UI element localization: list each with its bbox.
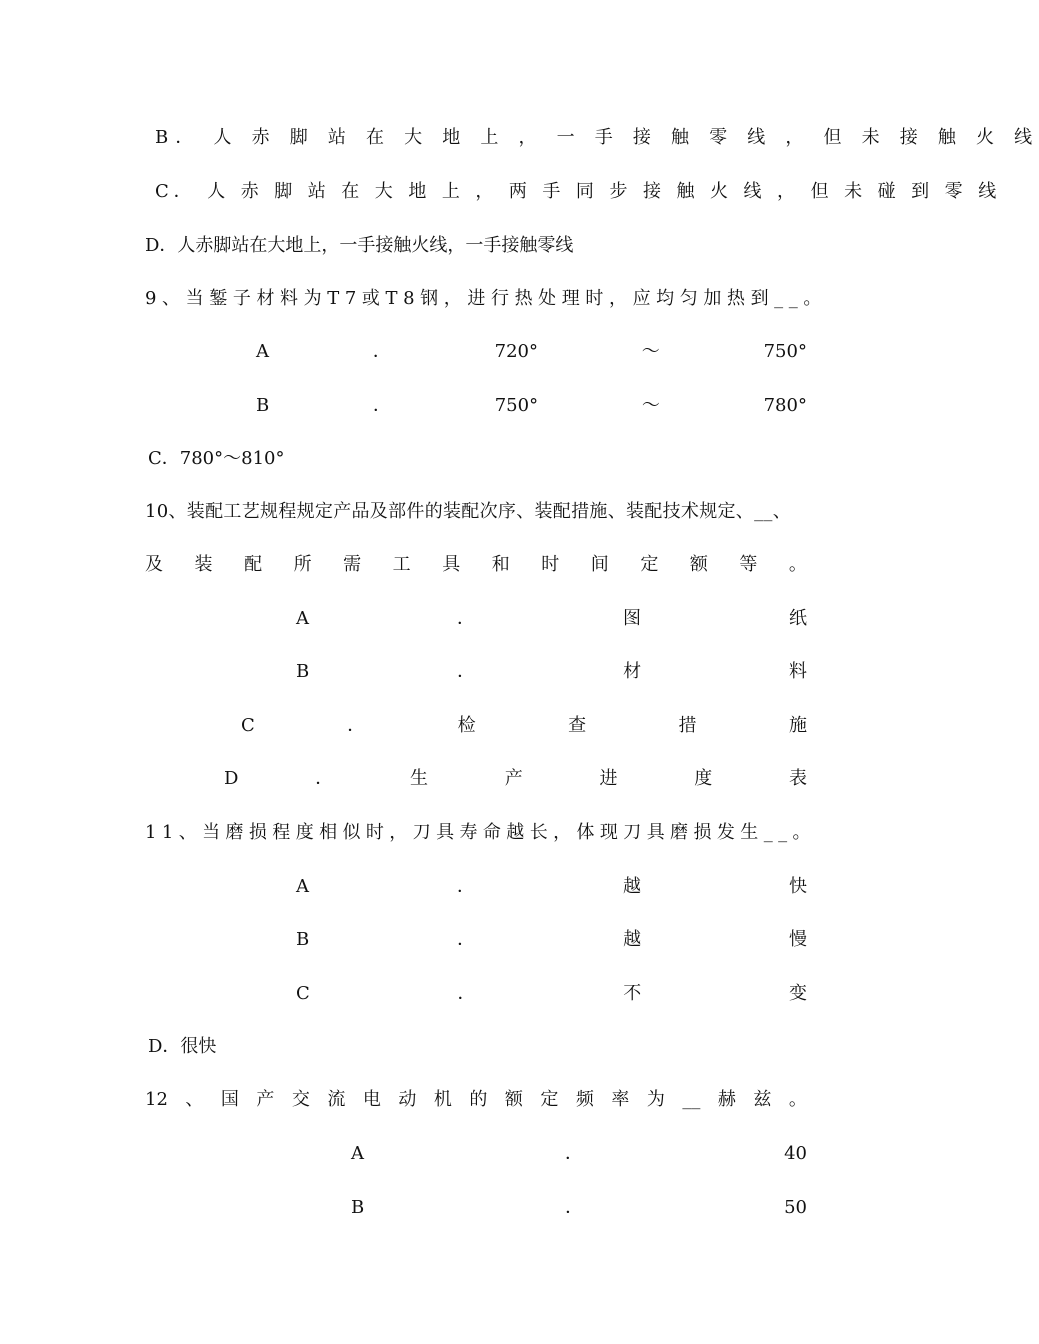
option-char: 表	[788, 768, 807, 789]
text-char: 产	[256, 1089, 275, 1110]
text-char: 配	[244, 554, 263, 575]
option-char: 越	[623, 876, 641, 897]
text-segment: C．780°～810°	[148, 448, 285, 469]
text-char: 具	[442, 554, 461, 575]
option-char: 纸	[789, 608, 807, 629]
text-char: 定	[640, 554, 659, 575]
option-char: 检	[457, 715, 476, 736]
text-char: 频	[575, 1089, 594, 1110]
option-value: 780°	[763, 395, 807, 416]
option-dot: ．	[457, 608, 475, 629]
text-char: 间	[590, 554, 609, 575]
option-value: 750°	[763, 341, 807, 362]
q11-option-b	[296, 925, 807, 955]
option-char: 快	[789, 876, 807, 897]
text-segment: D．人赤脚站在大地上，一手接触火线，一手接触零线	[145, 235, 574, 256]
text-char: 动	[398, 1089, 417, 1110]
q11-option-d	[148, 1032, 810, 1062]
option-dot: ．	[347, 715, 366, 736]
option-dot: ．	[457, 661, 476, 682]
option-value: ～	[641, 341, 660, 362]
option-value: ～	[641, 395, 660, 416]
option-dot: ．	[565, 1143, 584, 1164]
option-letter: B	[256, 395, 270, 416]
option-letter: A	[256, 341, 269, 362]
option-value: 720°	[494, 341, 538, 362]
text-char: 工	[392, 554, 411, 575]
q10-stem-line-2	[145, 550, 807, 580]
option-char: 不	[623, 983, 642, 1004]
option-char: 措	[678, 715, 697, 736]
text-char: 装	[194, 554, 213, 575]
option-value: 50	[784, 1197, 807, 1218]
text-char: 和	[491, 554, 510, 575]
option-char: 变	[788, 983, 807, 1004]
q12-option-a	[351, 1139, 807, 1169]
option-letter: C	[241, 715, 255, 736]
q10-stem-line-1	[145, 497, 807, 527]
q10-option-d	[224, 764, 807, 794]
q9-option-a	[256, 337, 807, 367]
option-value: 750°	[494, 395, 539, 416]
q11-stem	[145, 818, 816, 848]
option-dot: ．	[457, 929, 476, 950]
option-dot: ．	[565, 1197, 584, 1218]
answer-blank: __	[682, 1089, 701, 1110]
option-dot: ．	[372, 395, 391, 416]
option-letter: D	[224, 768, 239, 789]
q10-option-b	[296, 657, 807, 687]
option-char: 慢	[789, 929, 807, 950]
q11-option-c	[296, 979, 807, 1009]
option-char: 查	[568, 715, 587, 736]
q9-option-c	[148, 444, 810, 474]
q10-option-c	[241, 711, 807, 741]
option-letter: A	[296, 608, 309, 629]
text-char: 。	[788, 1089, 807, 1110]
option-char: 进	[599, 768, 618, 789]
text-char: 需	[343, 554, 362, 575]
text-char: 。	[788, 554, 807, 575]
q8-option-b	[155, 123, 1039, 153]
text-char: 等	[739, 554, 758, 575]
text-char: 定	[540, 1089, 559, 1110]
q9-option-b	[256, 391, 807, 421]
option-char: 越	[623, 929, 642, 950]
option-dot: ．	[315, 768, 334, 789]
text-char: 赫	[717, 1089, 736, 1110]
option-char: 生	[409, 768, 428, 789]
q12-stem	[145, 1085, 807, 1115]
option-value: 40	[784, 1143, 807, 1164]
q9-stem	[145, 284, 827, 314]
option-char: 材	[623, 661, 642, 682]
q8-option-c	[155, 177, 1002, 207]
text-char: 额	[689, 554, 708, 575]
text-segment: D．很快	[148, 1036, 217, 1057]
text-char: 交	[291, 1089, 310, 1110]
option-letter: C	[296, 983, 310, 1004]
option-letter: A	[351, 1143, 364, 1164]
text-char: 电	[362, 1089, 381, 1110]
text-segment: B． 人 赤 脚 站 在 大 地 上 ， 一 手 接 触 零 线 ， 但 未 接 触 火 线	[155, 127, 1039, 148]
text-segment: 10、装配工艺规程规定产品及部件的装配次序、装配措施、装配技术规定、__、	[145, 501, 792, 522]
text-char: 、	[185, 1089, 204, 1110]
option-char: 料	[789, 661, 807, 682]
text-char: 所	[293, 554, 312, 575]
option-char: 度	[694, 768, 713, 789]
text-char: 兹	[753, 1089, 772, 1110]
option-letter: A	[296, 876, 309, 897]
q11-option-a	[296, 872, 807, 902]
option-char: 产	[504, 768, 523, 789]
text-char: 的	[469, 1089, 488, 1110]
option-char: 施	[788, 715, 807, 736]
option-dot: ．	[457, 876, 475, 897]
text-char: 流	[327, 1089, 346, 1110]
q8-option-d	[145, 231, 807, 261]
option-letter: B	[351, 1197, 365, 1218]
option-letter: B	[296, 929, 310, 950]
text-char: 及	[145, 554, 163, 575]
text-segment: C． 人 赤 脚 站 在 大 地 上 ， 两 手 同 步 接 触 火 线 ， 但 未 碰 到 零 线	[155, 181, 1002, 202]
text-char: 12	[145, 1089, 168, 1110]
text-segment: 9、当錾子材料为T7或T8钢，进行热处理时，应均匀加热到__。	[145, 288, 827, 309]
option-dot: ．	[372, 341, 391, 362]
q10-option-a	[296, 604, 807, 634]
option-dot: ．	[457, 983, 476, 1004]
q12-option-b	[351, 1193, 807, 1223]
text-char: 机	[433, 1089, 452, 1110]
option-letter: B	[296, 661, 310, 682]
text-char: 为	[646, 1089, 665, 1110]
text-char: 额	[504, 1089, 523, 1110]
option-char: 图	[623, 608, 641, 629]
text-char: 时	[541, 554, 560, 575]
text-char: 国	[220, 1089, 239, 1110]
text-char: 率	[611, 1089, 630, 1110]
text-segment: 11、当磨损程度相似时，刀具寿命越长，体现刀具磨损发生__。	[145, 822, 816, 843]
